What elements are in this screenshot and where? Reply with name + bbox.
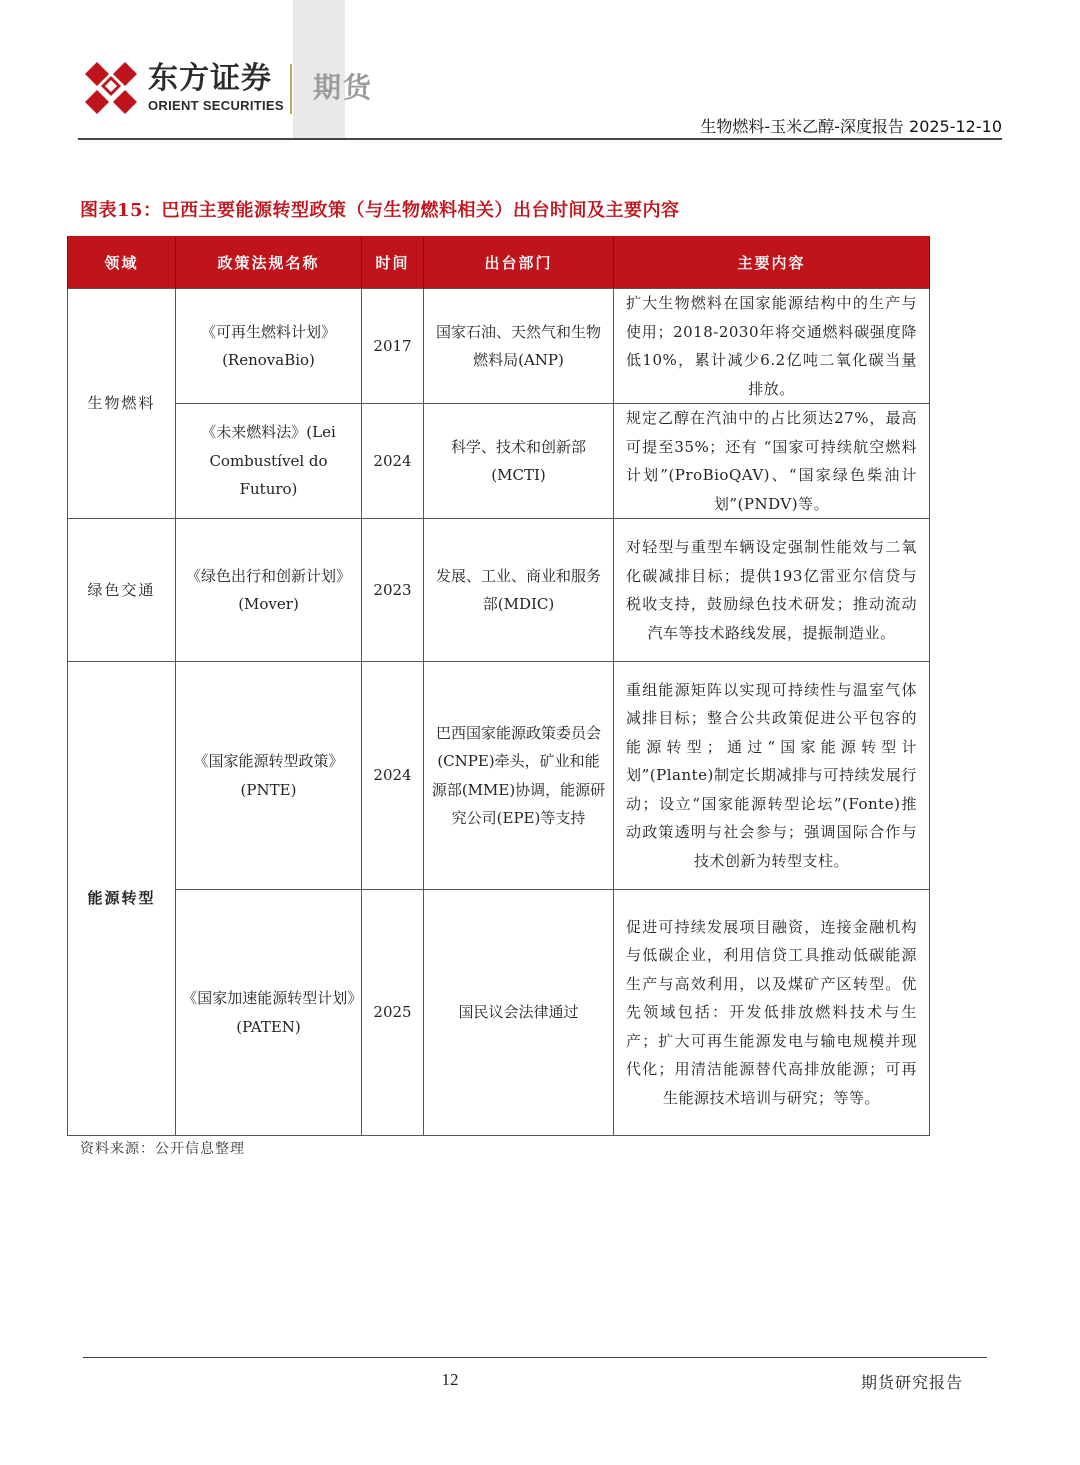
header-rule bbox=[78, 138, 1002, 140]
content-cell: 重组能源矩阵以实现可持续性与温室气体减排目标；整合公共政策促进公平包容的能源转型；通过“国家能源转型计划”(Plante)制定长期减排与可持续发展行动；设立“国家能源转型论坛”(Fonte)推动政策透明与社会参与；强调国际合作与技术创新为转型支柱。 bbox=[614, 662, 930, 890]
department-cell: 国民议会法律通过 bbox=[424, 890, 614, 1136]
content-cell: 规定乙醇在汽油中的占比须达27%，最高可提至35%；还有 “国家可持续航空燃料计划”(ProBioQAV)、“国家绿色柴油计划”(PNDV)等。 bbox=[614, 404, 930, 519]
source-note: 资料来源：公开信息整理 bbox=[80, 1141, 245, 1157]
year-cell: 2025 bbox=[362, 890, 424, 1136]
policy-name-cell: 《国家加速能源转型计划》(PATEN) bbox=[176, 890, 362, 1136]
domain-cell: 生物燃料 bbox=[68, 289, 176, 519]
brand-name-cn: 东方证券 bbox=[148, 61, 272, 96]
content-cell: 对轻型与重型车辆设定强制性能效与二氧化碳减排目标；提供193亿雷亚尔信贷与税收支持，鼓励绿色技术研发；推动流动汽车等技术路线发展，提振制造业。 bbox=[614, 519, 930, 662]
domain-cell: 能源转型 bbox=[68, 662, 176, 1136]
table-row bbox=[68, 662, 930, 890]
policy-name-cell: 《可再生燃料计划》(RenovaBio) bbox=[176, 289, 362, 404]
table-row bbox=[68, 289, 930, 404]
year-cell: 2024 bbox=[362, 404, 424, 519]
document-title: 生物燃料-玉米乙醇-深度报告 2025-12-10 bbox=[700, 117, 1002, 136]
policy-table bbox=[67, 236, 930, 1136]
brand-block bbox=[148, 62, 284, 113]
footer-rule bbox=[83, 1357, 987, 1358]
column-header: 时间 bbox=[362, 236, 424, 289]
year-cell: 2017 bbox=[362, 289, 424, 404]
brand-divider bbox=[290, 64, 292, 114]
table-row bbox=[68, 404, 930, 519]
column-header: 政策法规名称 bbox=[176, 236, 362, 289]
year-cell: 2023 bbox=[362, 519, 424, 662]
policy-name-cell: 《国家能源转型政策》(PNTE) bbox=[176, 662, 362, 890]
table-header-row bbox=[68, 236, 930, 289]
policy-name-cell: 《未来燃料法》(Lei Combustível do Futuro) bbox=[176, 404, 362, 519]
table-row bbox=[68, 890, 930, 1136]
domain-cell: 绿色交通 bbox=[68, 519, 176, 662]
column-header: 领域 bbox=[68, 236, 176, 289]
orient-diamond-logo-icon bbox=[83, 58, 139, 118]
brand-name-en: ORIENT SECURITIES bbox=[148, 98, 284, 113]
footer-label: 期货研究报告 bbox=[860, 1373, 963, 1392]
content-cell: 扩大生物燃料在国家能源结构中的生产与使用；2018-2030年将交通燃料碳强度降低10%，累计减少6.2亿吨二氧化碳当量排放。 bbox=[614, 289, 930, 404]
department-cell: 科学、技术和创新部(MCTI) bbox=[424, 404, 614, 519]
year-cell: 2024 bbox=[362, 662, 424, 890]
figure-title: 图表15：巴西主要能源转型政策（与生物燃料相关）出台时间及主要内容 bbox=[80, 200, 680, 221]
content-cell: 促进可持续发展项目融资，连接金融机构与低碳企业，利用信贷工具推动低碳能源生产与高效利用，以及煤矿产区转型。优先领域包括：开发低排放燃料技术与生产；扩大可再生能源发电与输电规模并现代化；用清洁能源替代高排放能源；可再生能源技术培训与研究；等等。 bbox=[614, 890, 930, 1136]
page-number: 12 bbox=[441, 1370, 459, 1389]
section-label: 期货 bbox=[313, 71, 374, 104]
department-cell: 巴西国家能源政策委员会(CNPE)牵头，矿业和能源部(MME)协调，能源研究公司(EPE)等支持 bbox=[424, 662, 614, 890]
department-cell: 发展、工业、商业和服务部(MDIC) bbox=[424, 519, 614, 662]
policy-name-cell: 《绿色出行和创新计划》(Mover) bbox=[176, 519, 362, 662]
column-header: 出台部门 bbox=[424, 236, 614, 289]
table-row bbox=[68, 519, 930, 662]
column-header: 主要内容 bbox=[614, 236, 930, 289]
department-cell: 国家石油、天然气和生物燃料局(ANP) bbox=[424, 289, 614, 404]
